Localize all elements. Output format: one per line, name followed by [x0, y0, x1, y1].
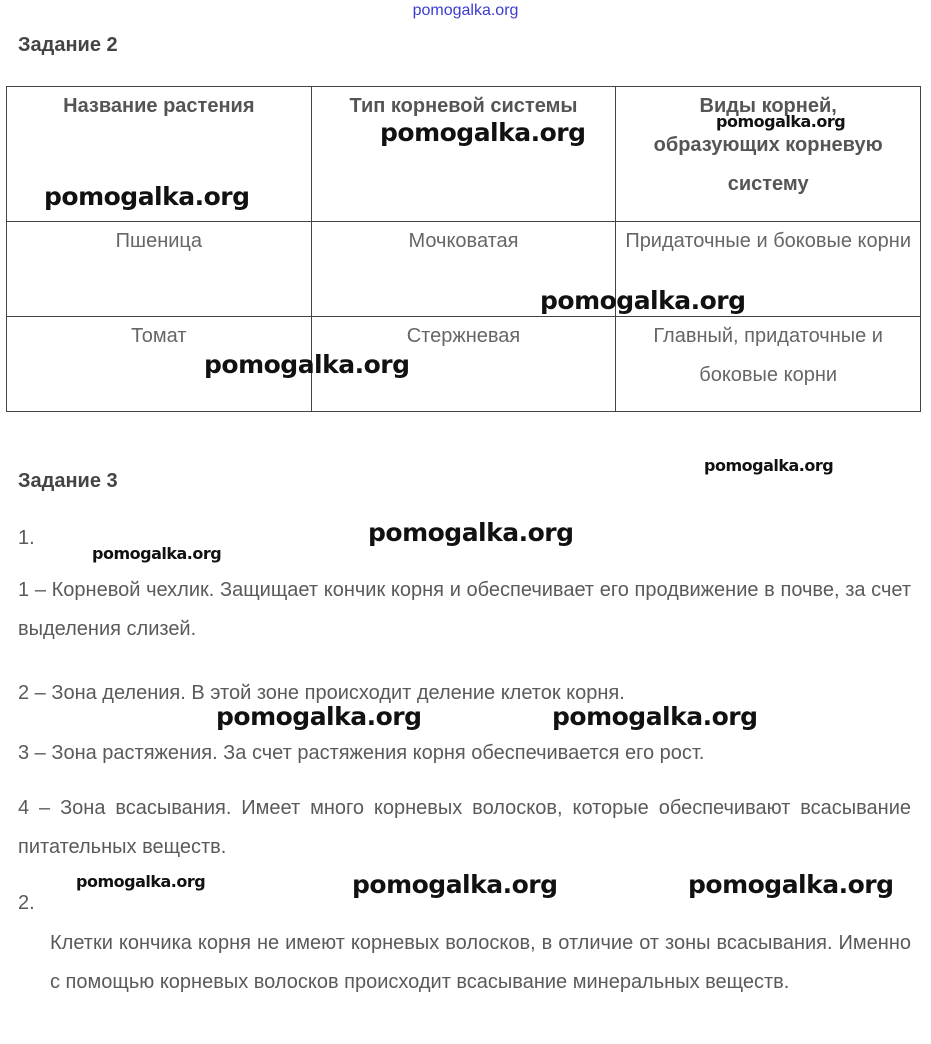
- watermark-text: pomogalka.org: [216, 702, 422, 731]
- question-2-number: 2.: [18, 892, 35, 914]
- table-row: [7, 222, 921, 317]
- table-cell: Томат: [7, 317, 312, 412]
- watermark-text: pomogalka.org: [704, 456, 834, 475]
- list-item: 2 – Зона деления. В этой зоне происходит деление клеток корня.: [18, 682, 625, 704]
- question-2-answer: Клетки кончика корня не имеют корневых волосков, в отличие от зоны всасывания. Именно с помощью корневых волосков происходит всасывание минеральных веществ.: [50, 932, 911, 993]
- watermark-text: pomogalka.org: [76, 872, 206, 891]
- watermark-text: pomogalka.org: [44, 182, 250, 211]
- watermark-text: pomogalka.org: [380, 118, 586, 147]
- watermark-text: pomogalka.org: [92, 544, 222, 563]
- table-cell: Пшеница: [7, 222, 312, 317]
- task3-heading: Задание 3: [18, 470, 118, 492]
- watermark-text: pomogalka.org: [552, 702, 758, 731]
- watermark-text: pomogalka.org: [352, 870, 558, 899]
- watermark-text: pomogalka.org: [716, 112, 846, 131]
- header-plant-name: Название растения: [7, 87, 312, 222]
- list-item: 1 – Корневой чехлик. Защищает кончик корня и обеспечивает его продвижение в почве, за счет выделения слизей.: [18, 579, 911, 640]
- list-item: 3 – Зона растяжения. За счет растяжения корня обеспечивается его рост.: [18, 742, 705, 764]
- list-item: 4 – Зона всасывания. Имеет много корневых волосков, которые обеспечивают всасывание питательных веществ.: [18, 797, 911, 858]
- watermark-text: pomogalka.org: [540, 286, 746, 315]
- header-root-kinds: Виды корней, образующих корневую систему: [616, 87, 921, 222]
- table-cell: Стержневая: [311, 317, 616, 412]
- site-link[interactable]: pomogalka.org: [412, 2, 519, 19]
- header-root-system-type: Тип корневой системы: [311, 87, 616, 222]
- table-cell: Главный, придаточные и боковые корни: [616, 317, 921, 412]
- watermark-text: pomogalka.org: [204, 350, 410, 379]
- question-1-number: 1.: [18, 527, 35, 549]
- table-cell: Мочковатая: [311, 222, 616, 317]
- task2-heading: Задание 2: [18, 34, 118, 56]
- table-cell: Придаточные и боковые корни: [616, 222, 921, 317]
- watermark-text: pomogalka.org: [688, 870, 894, 899]
- watermark-text: pomogalka.org: [368, 518, 574, 547]
- table-row: [7, 317, 921, 412]
